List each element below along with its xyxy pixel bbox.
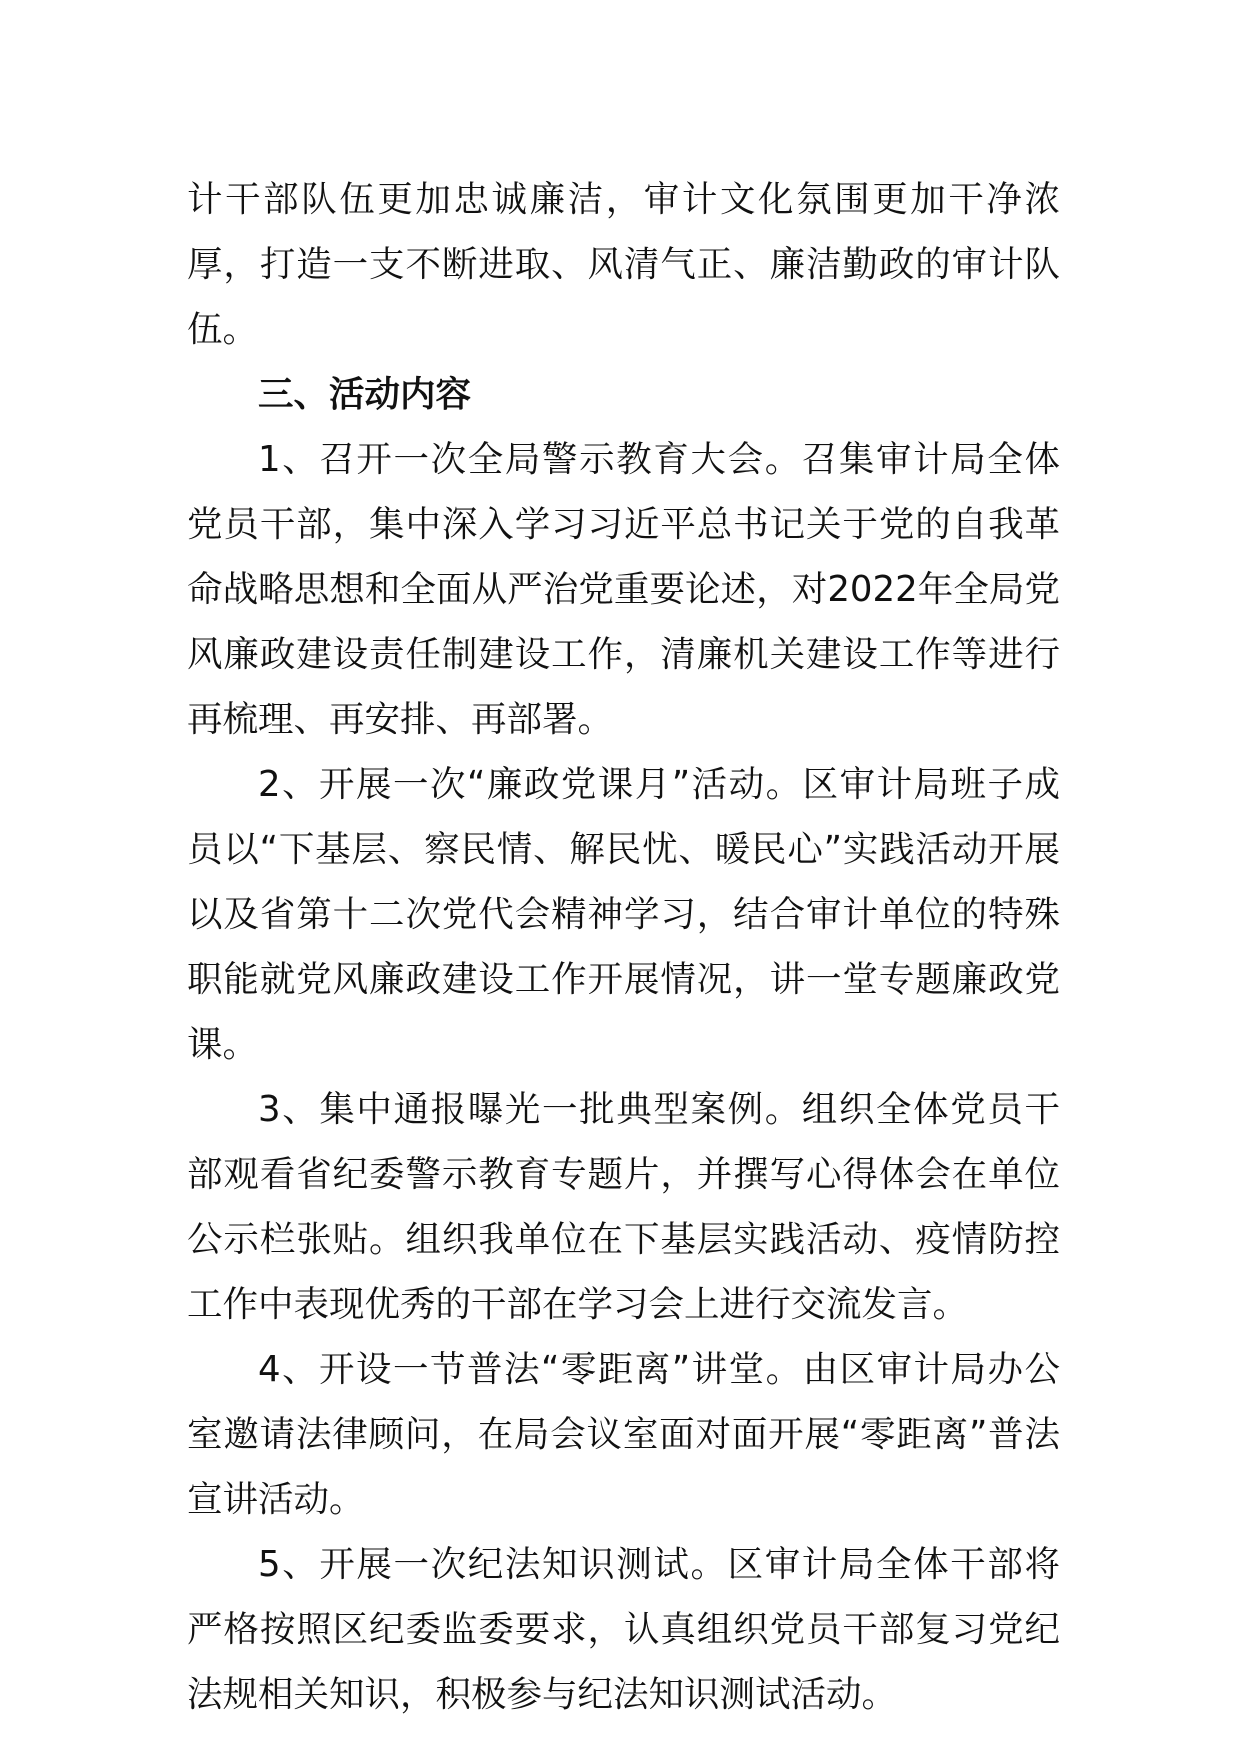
list-item-3: 3、集中通报曝光一批典型案例。组织全体党员干部观看省纪委警示教育专题片，并撰写心得体会在单位公示栏张贴。组织我单位在下基层实践活动、疫情防控工作中表现优秀的干部在学习会上进行交流发言。 bbox=[187, 1089, 1060, 1325]
list-item-5: 5、开展一次纪法知识测试。区审计局全体干部将严格按照区纪委监委要求，认真组织党员干部复习党纪法规相关知识，积极参与纪法知识测试活动。 bbox=[187, 1544, 1060, 1715]
list-item-1: 1、召开一次全局警示教育大会。召集审计局全体党员干部，集中深入学习习近平总书记关于党的自我革命战略思想和全面从严治党重要论述，对2022年全局党风廉政建设责任制建设工作，清廉机关建设工作等进行再梳理、再安排、再部署。 bbox=[187, 439, 1060, 740]
section-heading: 三、活动内容 bbox=[258, 374, 472, 415]
list-item-2: 2、开展一次“廉政党课月”活动。区审计局班子成员以“下基层、察民情、解民忧、暖民心”实践活动开展以及省第十二次党代会精神学习，结合审计单位的特殊职能就党风廉政建设工作开展情况，讲一堂专题廉政党课。 bbox=[187, 764, 1060, 1065]
paragraph-continuation: 计干部队伍更加忠诚廉洁，审计文化氛围更加干净浓厚，打造一支不断进取、风清气正、廉洁勤政的审计队伍。 bbox=[187, 179, 1060, 350]
document-page bbox=[187, 167, 1060, 1727]
list-item-4: 4、开设一节普法“零距离”讲堂。由区审计局办公室邀请法律顾问，在局会议室面对面开展“零距离”普法宣讲活动。 bbox=[187, 1349, 1060, 1520]
